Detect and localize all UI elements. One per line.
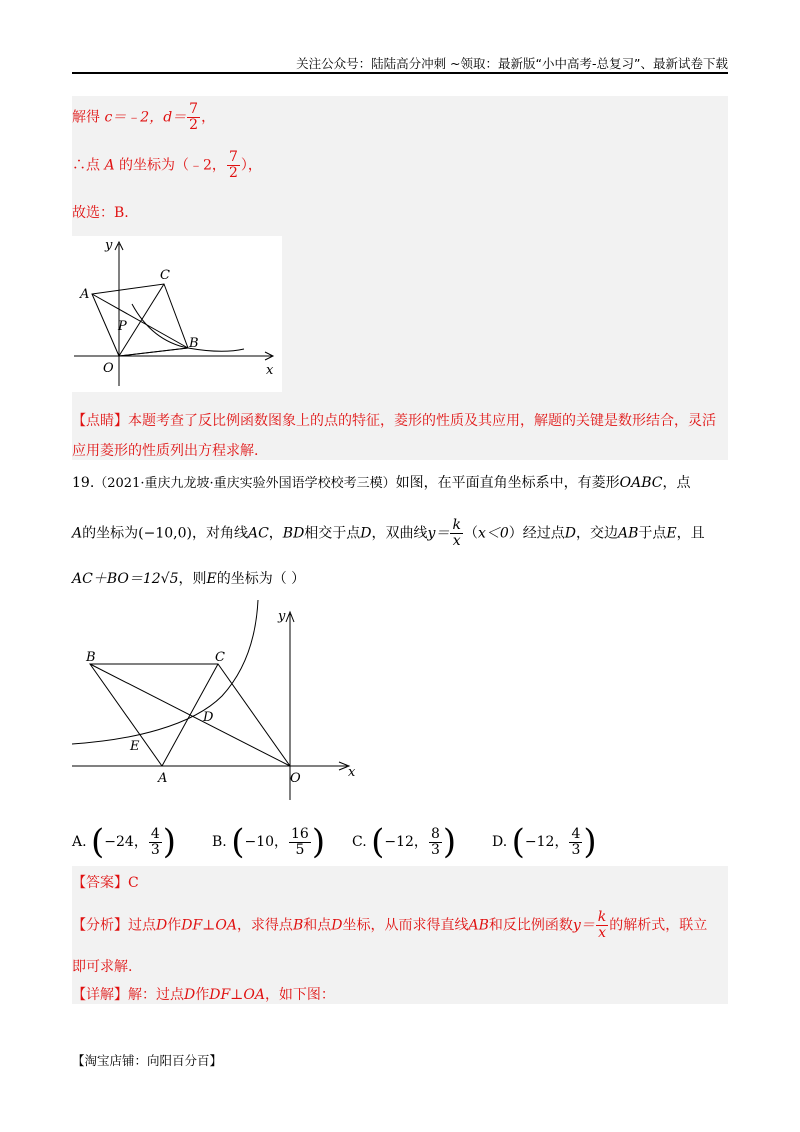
q19-point-a: A — [72, 525, 83, 542]
analysis-text: 和点 — [303, 917, 332, 934]
analysis-line-ab: AB — [468, 917, 489, 934]
frac-den: x — [452, 533, 461, 549]
label-c: C — [160, 268, 170, 283]
q19-text: ，对角线 — [191, 525, 248, 542]
analysis-point: D — [156, 917, 168, 934]
choice-text: 故选：B. — [72, 205, 129, 221]
analysis-tag: 【分析】 — [72, 917, 128, 934]
q19-text: ，则 — [178, 571, 207, 587]
comment-text-2: 应用菱形的性质列出方程求解. — [72, 443, 259, 459]
q19-bd: BD — [282, 525, 305, 542]
label-c: C — [215, 650, 225, 665]
footer-text: 【淘宝店铺：向阳百分百】 — [72, 1053, 223, 1068]
label-a: A — [80, 287, 90, 302]
frac-den: 3 — [571, 841, 581, 858]
option-c[interactable]: C. (−12， $\frac{8}{3}$ ) — [352, 822, 457, 862]
frac-num: 16 — [291, 825, 309, 842]
frac-num: 4 — [150, 825, 160, 842]
q19-coord: (−10,0) — [138, 525, 192, 542]
question-source: （2021·重庆九龙坡·重庆实验外国语学校校考三模） — [94, 476, 396, 491]
page-header — [72, 54, 728, 74]
option-fraction — [289, 827, 311, 858]
q19-text: 相交于点 — [304, 525, 361, 542]
q19-line-2 — [72, 518, 705, 549]
q19-text: ， — [268, 525, 283, 542]
analysis-text: 坐标，从而求得直线 — [342, 917, 469, 934]
frac-num: 7 — [189, 101, 199, 117]
point-line — [72, 150, 262, 181]
comment-line-2 — [72, 440, 258, 460]
analysis-point: B — [292, 917, 304, 934]
point-prefix: ∴点 — [72, 157, 105, 174]
detail-perp: DF⊥OA — [209, 987, 265, 1003]
frac-den: x — [598, 925, 606, 941]
question-number: 19. — [72, 475, 95, 491]
q19-ac: AC — [247, 525, 269, 542]
label-b: B — [86, 650, 96, 665]
option-b[interactable]: B. (−10， $\frac{16}{5}$ ) — [212, 822, 326, 862]
frac-den: 2 — [189, 117, 199, 133]
answer-value: C — [128, 875, 139, 891]
label-y: y — [105, 238, 113, 253]
analysis-text-2: 即可求解. — [72, 959, 133, 975]
q19-point-e: E — [206, 571, 217, 587]
solve-c: c＝﹣2， — [104, 109, 164, 126]
q19-text: 的坐标为（ ） — [216, 571, 306, 587]
q19-ab: AB — [617, 525, 639, 542]
q19-text: ，双曲线 — [371, 525, 428, 542]
point-end: ）， — [240, 157, 262, 174]
option-label: B. — [212, 834, 227, 850]
option-fraction — [429, 827, 442, 858]
frac-den: 5 — [295, 841, 305, 858]
analysis-point: D — [331, 917, 343, 934]
figure-2 — [72, 600, 372, 805]
analysis-perp: DF⊥OA — [181, 917, 237, 934]
q19-line-3 — [72, 568, 305, 588]
analysis-k-over-x — [596, 910, 608, 941]
frac-num: 4 — [571, 825, 581, 842]
solve-end: ， — [201, 109, 216, 126]
label-y: y — [278, 609, 286, 624]
option-label: D. — [492, 834, 508, 850]
q19-text: ，交边 — [575, 525, 618, 542]
option-fraction — [149, 827, 162, 858]
q19-y: y＝ — [427, 525, 450, 542]
figure-1 — [72, 236, 282, 392]
point-fraction — [227, 150, 240, 181]
comment-line-1 — [72, 410, 716, 430]
label-p: P — [118, 319, 127, 334]
option-whole: −12， — [384, 834, 428, 850]
frac-num: k — [597, 909, 607, 925]
analysis-text: 过点 — [128, 917, 156, 934]
option-label: A. — [72, 834, 87, 850]
detail-tag: 【详解】 — [72, 987, 128, 1003]
label-x: x — [348, 765, 356, 780]
label-d: D — [203, 710, 214, 725]
q19-text: ）经过点 — [508, 525, 565, 542]
detail-text: 解：过点 — [128, 987, 184, 1003]
option-whole: −12， — [524, 834, 569, 850]
header-text: 关注公众号：陆陆高分冲刺 ~领取：最新版“小中高考-总复习”、最新试卷下载 — [296, 56, 728, 71]
q19-text: （ — [463, 525, 478, 542]
q19-equation: AC＋BO＝12√5 — [72, 571, 179, 587]
q19-text: 于点 — [638, 525, 667, 542]
q19-line-1 — [72, 472, 690, 492]
frac-num: 8 — [430, 825, 440, 842]
analysis-y: y＝ — [572, 917, 595, 934]
detail-text: 作 — [195, 987, 210, 1003]
q19-text: ，且 — [676, 525, 705, 542]
comment-tag: 【点睛】 — [72, 413, 128, 429]
label-a: A — [158, 771, 168, 786]
frac-den: 2 — [228, 165, 238, 181]
solve-d: d＝ — [163, 109, 187, 126]
q19-point-e: E — [666, 525, 677, 542]
option-fraction — [569, 827, 582, 858]
q19-point-d: D — [564, 525, 576, 542]
label-b: B — [189, 336, 199, 351]
label-o: O — [290, 771, 301, 786]
q19-condition: x＜0 — [477, 525, 509, 542]
frac-den: 3 — [430, 841, 440, 858]
hyperbola-curve — [72, 600, 258, 744]
choice-line — [72, 202, 129, 222]
frac-num: k — [452, 517, 461, 533]
analysis-text: 作 — [167, 917, 182, 934]
option-d[interactable]: D. (−12， $\frac{4}{3}$ ) — [492, 822, 597, 862]
q19-text: 如图，在平面直角坐标系中，有菱形 — [395, 475, 620, 491]
option-whole: −10， — [244, 834, 289, 850]
detail-text: ，如下图： — [264, 987, 335, 1003]
q19-text: 的坐标为 — [82, 525, 139, 542]
analysis-line-1 — [72, 910, 707, 941]
solve-d-fraction — [187, 102, 200, 133]
analysis-text: 的解析式，联立 — [609, 917, 708, 934]
q19-k-over-x — [450, 518, 462, 549]
label-o: O — [103, 361, 114, 376]
q19-rhombus: OABC — [619, 475, 663, 491]
solve-prefix: 解得 — [72, 109, 105, 126]
option-a[interactable]: A. (−24， $\frac{4}{3}$ ) — [72, 822, 177, 862]
answer-line — [72, 872, 139, 892]
solve-line — [72, 102, 215, 133]
comment-text-1: 本题考查了反比例函数图象上的点的特征，菱形的性质及其应用，解题的关键是数形结合，灵活 — [128, 413, 716, 429]
q19-point-d: D — [360, 525, 372, 542]
label-x: x — [266, 363, 274, 378]
analysis-text: 和反比例函数 — [488, 917, 573, 934]
option-whole: −24， — [104, 834, 148, 850]
page-footer — [72, 1051, 222, 1069]
detail-line — [72, 984, 335, 1004]
frac-den: 3 — [150, 841, 160, 858]
point-mid: 的坐标为（﹣2， — [114, 157, 226, 174]
option-label: C. — [352, 834, 367, 850]
label-e: E — [130, 739, 140, 754]
answer-tag: 【答案】 — [72, 875, 128, 891]
analysis-text: ，求得点 — [236, 917, 293, 934]
point-a: A — [104, 157, 115, 174]
analysis-line-2 — [72, 956, 132, 976]
frac-num: 7 — [228, 149, 238, 165]
q19-text: ，点 — [662, 475, 691, 491]
detail-point: D — [184, 987, 196, 1003]
